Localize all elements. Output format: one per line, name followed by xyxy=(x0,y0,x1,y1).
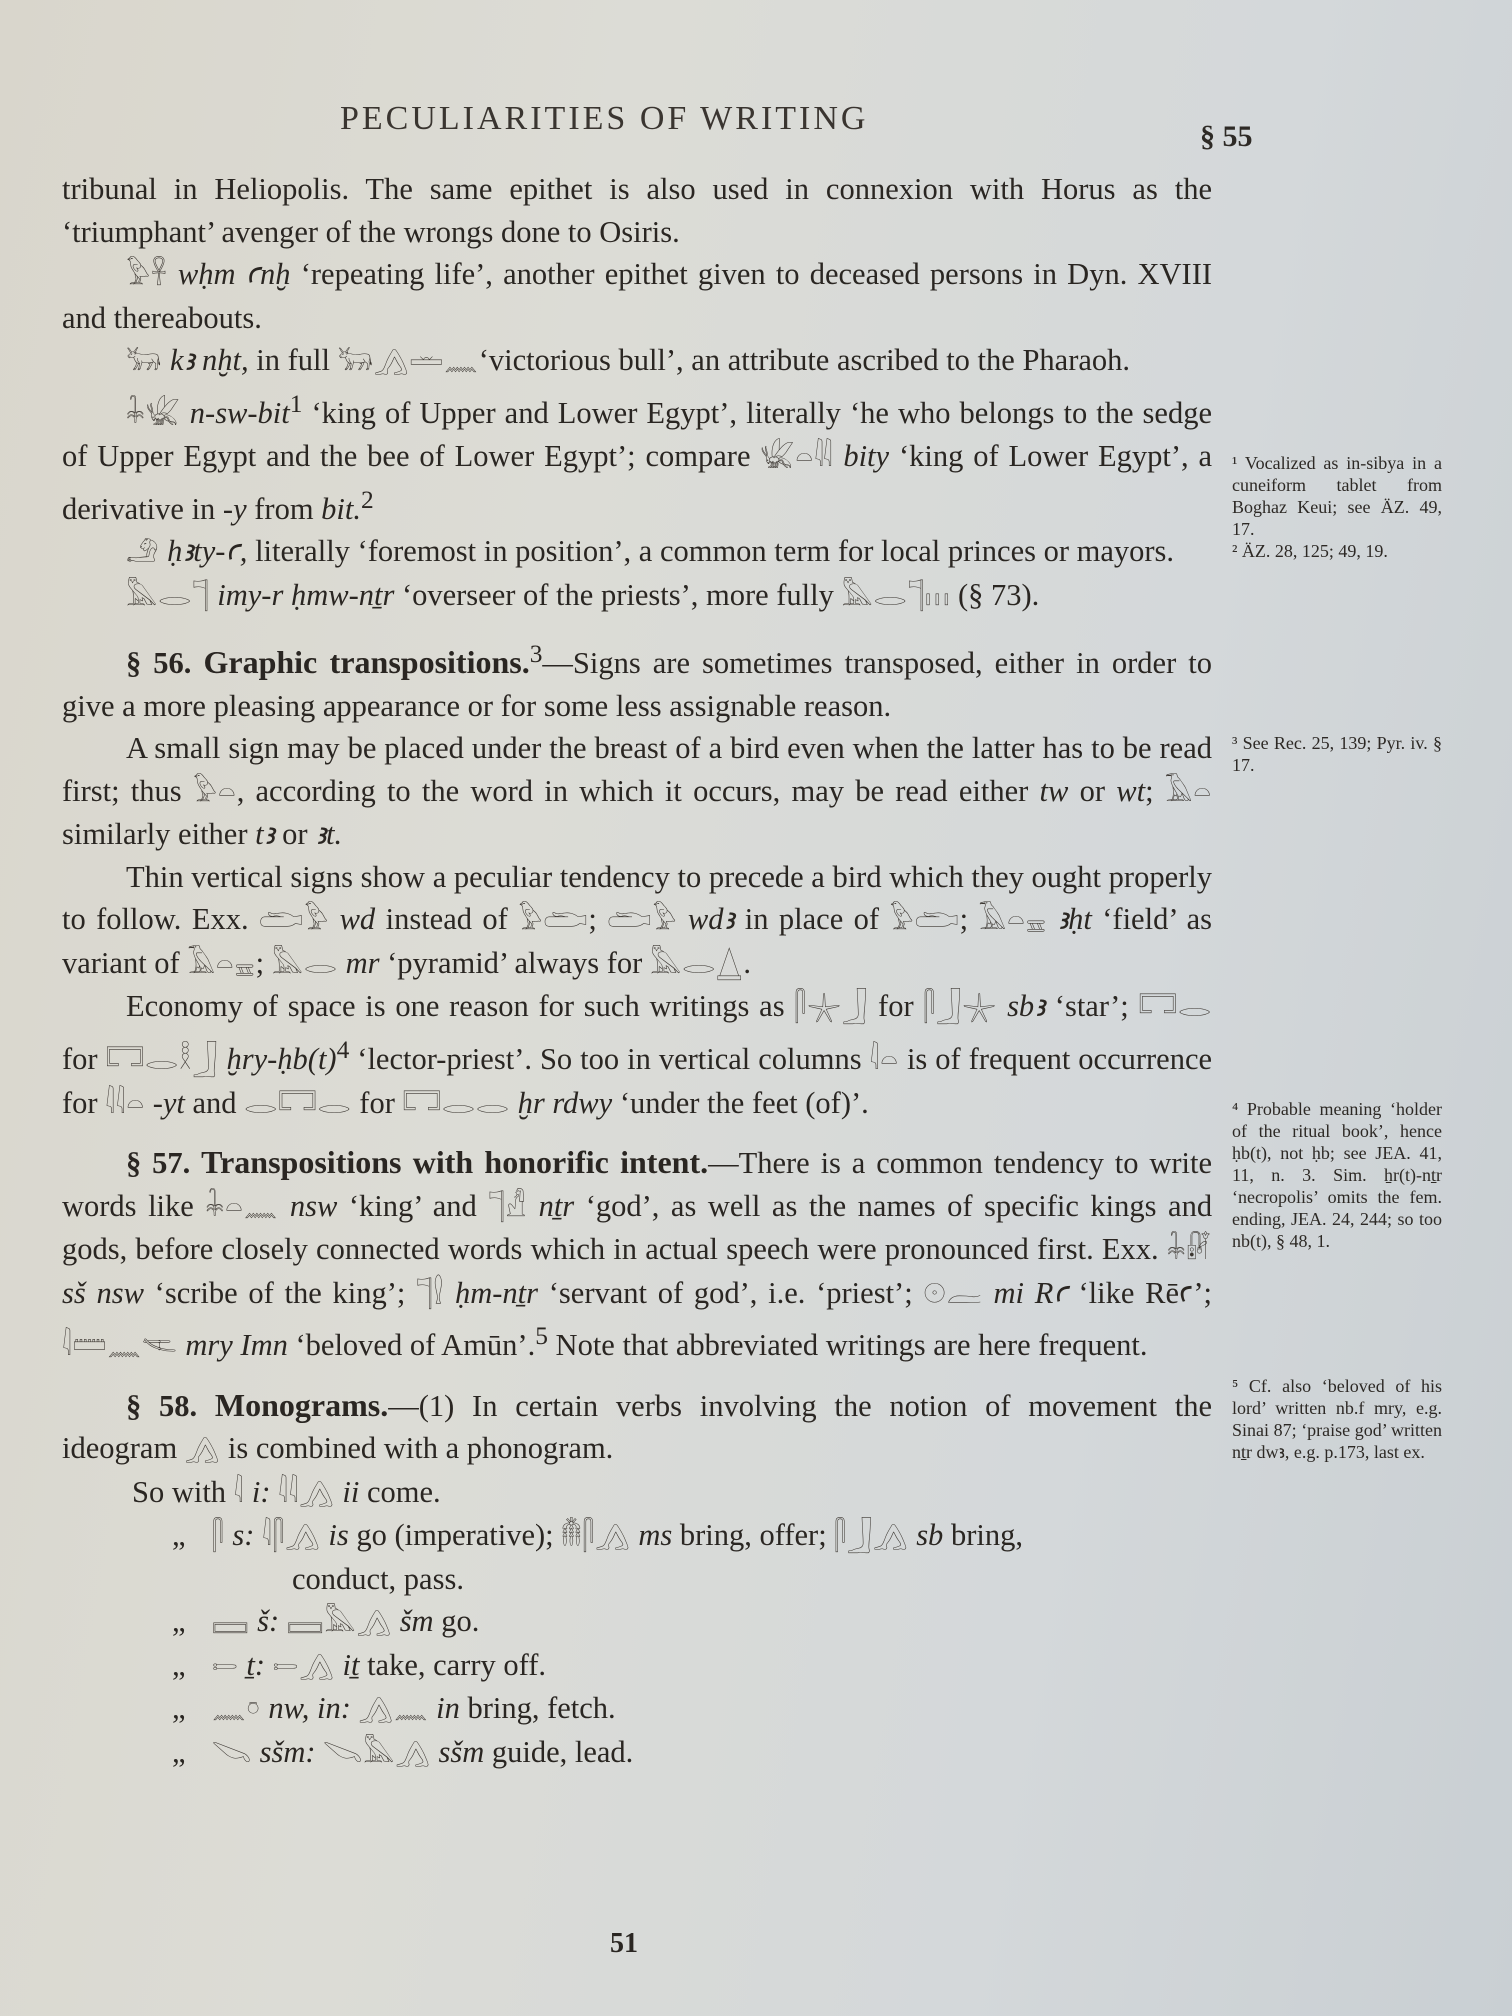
running-title: PECULIARITIES OF WRITING xyxy=(340,100,869,137)
hieroglyph: 𓅓𓂋𓊹𓏥 xyxy=(841,578,951,612)
transliteration: wḥm ꜥnḫ xyxy=(177,257,291,291)
monogram-row-ssm: „ 𓌫 sšm: 𓌫𓅓𓂻 sšm guide, lead. xyxy=(172,1734,634,1769)
footnote-ref: 3 xyxy=(529,640,543,669)
paragraph-nsw-bit: 𓇓𓆤 n-sw-bit$^1$ ‘king of Upper and Lower Egypt’, literally ‘he who belongs to the sedge of Upper Egypt and the bee of Lower Egypt’; compare 𓆤𓏏𓇌 bity ‘king of Lower Egypt’, a derivative in -y from bit.$^2$ xyxy=(62,389,1213,526)
footnote-5-block xyxy=(1232,1375,1442,1463)
footnote-ref: 1 xyxy=(289,389,303,418)
section-number: § 55 xyxy=(1200,120,1253,153)
monogram-row-s-continued: conduct, pass. xyxy=(292,1561,464,1596)
transliteration: imy-r ḥmw-nṯr xyxy=(217,577,395,612)
monogram-row-nw: „ 𓈖𓏌 nw, in: 𓂻𓈖 in bring, fetch. xyxy=(172,1691,616,1726)
section-heading: Graphic transpositions. xyxy=(203,644,530,681)
section-56: § 56. Graphic transpositions.$^3$—Signs are sometimes transposed, either in order to give a more pleasing appearance or for some less assignable reason. xyxy=(62,640,1213,723)
hieroglyph: 𓆤𓏏𓇌 xyxy=(760,440,834,474)
footnote-3-block xyxy=(1232,732,1442,776)
paragraph-economy: Economy of space is one reason for such writings as 𓋴𓇼𓃀 for 𓋴𓃀𓇼 sbꜣ ‘star’; 𓉐𓂋 for 𓉐𓂋𓎛𓃀 ḫry-$ḥb(t)^4$ ‘lector-priest’. So too in vertical columns 𓇋𓏏 is of frequent occurrence for 𓇋𓇋𓏏 -yt and 𓂋𓉐𓂋 for 𓉐𓂋𓂋 ḫr rdwy ‘under the feet (of)’. xyxy=(62,989,1213,1120)
footnote-4-block xyxy=(1232,1098,1442,1252)
hieroglyph: 𓄂 xyxy=(126,535,160,569)
footnote-2: ² ÄZ. 28, 125; 49, 19. xyxy=(1232,541,1388,561)
footnote-1: ¹ Vocalized as in-sibya in a cuneiform tablet from Boghaz Keui; see ÄZ. 49, 17. xyxy=(1232,453,1442,539)
footnote-ref: 2 xyxy=(361,485,374,514)
hieroglyph: 𓃒 xyxy=(126,344,163,377)
section-57: § 57. Transpositions with honorific intent.—There is a common tendency to write words like 𓇓𓏏𓈖 nsw ‘king’ and 𓊹𓀭 nṯr ‘god’, as well as the names of specific kings and gods, before closely connected words which in actual speech were pronounced first. Exx. 𓇓𓏞 sš nsw ‘scribe of the king’; 𓊹𓍛 ḥm-nṯr ‘servant of god’, i.e. ‘priest’; 𓇳𓐛 mi Rꜥ ‘like Rēꜥ’; 𓇋𓏠𓈖𓌻 mry Imn ‘beloved of Amūn’.$^5$ Note that abbreviated writings are here frequent. xyxy=(62,1144,1213,1363)
hieroglyph: 𓇓𓆤 xyxy=(126,396,181,430)
monogram-row-sh: „ 𓈙 š: 𓈙𓅓𓂻 šm go. xyxy=(172,1604,480,1639)
hieroglyph: 𓃒𓂻𓏛𓈖 xyxy=(337,344,479,377)
paragraph-imy-r: 𓅓𓂋𓊹 imy-r ḥmw-nṯr ‘overseer of the priests’, more fully 𓅓𓂋𓊹𓏥 (§ 73). xyxy=(126,577,1040,612)
footnote-5: ⁵ Cf. also ‘beloved of his lord’ written nb.f mry, e.g. Sinai 87; ‘praise god’ written nṯr dwꜣ, e.g. p.173, last ex. xyxy=(1232,1376,1442,1462)
monogram-row-i: So with 𓇋 i: 𓇋𓇋𓂻 ii come. xyxy=(132,1474,441,1509)
transliteration: kꜣ nḫt, xyxy=(170,343,249,377)
transliteration: ḥꜣty-ꜥ, xyxy=(167,534,248,569)
page-number: 51 xyxy=(610,1928,638,1959)
main-text xyxy=(62,168,1212,1774)
monogram-row-s: „ 𓋴 s: 𓇋𓋴𓂻 is go (imperative); 𓄟𓋴𓂻 ms bring, offer; 𓋴𓃀𓂻 sb bring, xyxy=(172,1518,1023,1553)
section-heading: Monograms. xyxy=(214,1386,389,1423)
paragraph-whm-ankh: 𓅱𓋹 wḥm ꜥnḫ ‘repeating life’, another epithet given to deceased persons in Dyn. XVIII and thereabouts. xyxy=(62,257,1213,335)
paragraph-small-sign: A small sign may be placed under the breast of a bird even when the latter has to be read first; thus 𓅱𓏏, according to the word in which it occurs, may be read either tw or wt; 𓄿𓏏 similarly either tꜣ or ꜣt. xyxy=(62,731,1213,852)
transliteration: n-sw-bit xyxy=(189,395,290,430)
footnote-3: ³ See Rec. 25, 139; Pyr. iv. § 17. xyxy=(1232,733,1442,775)
footnotes-1-2 xyxy=(1232,452,1442,562)
section-58: § 58. Monograms.—(1) In certain verbs involving the notion of movement the ideogram 𓂻 is combined with a phonogram. xyxy=(62,1386,1213,1466)
monogram-row-tj: „ 𓍿 ṯ: 𓍿𓂻 iṯ take, carry off. xyxy=(172,1647,547,1682)
paragraph-haty-a: 𓄂 ḥꜣty-ꜥ, literally ‘foremost in position’, a common term for local princes or mayors. xyxy=(126,534,1175,569)
paragraph-thin-signs: Thin vertical signs show a peculiar tendency to precede a bird which they ought properly to follow. Exx. 𓂧𓅱 wd instead of 𓅱𓂧; 𓂧𓅱 wdꜣ in place of 𓅱𓂧; 𓄿𓏏𓈇 ꜣḥt ‘field’ as variant of 𓄿𓏏𓈇; 𓅓𓂋 mr ‘pyramid’ always for 𓅓𓂋𓉴. xyxy=(62,859,1213,980)
footnote-4: ⁴ Probable meaning ‘holder of the ritual book’, hence ḥb(t), not ḥb; see JEA. 41, 11, n. 3. Sim. ẖr(t)-nṯr ‘necropolis’ omits the fem. ending, JEA. 24, 244; so too nb(t), § 48, 1. xyxy=(1232,1099,1442,1251)
footnote-ref: 5 xyxy=(535,1322,548,1351)
hieroglyph: 𓅱𓋹 xyxy=(126,258,168,291)
section-heading: Transpositions with honorific intent. xyxy=(201,1144,709,1181)
paragraph-ka-nakht: 𓃒 kꜣ nḫt, in full 𓃒𓂻𓏛𓈖‘victorious bull’, an attribute ascribed to the Pharaoh. xyxy=(126,343,1131,377)
hieroglyph: 𓅓𓂋𓊹 xyxy=(126,578,210,612)
paragraph-heliopolis: tribunal in Heliopolis. The same epithet is also used in connexion with Horus as the ‘triumphant’ avenger of the wrongs done to Osiris. xyxy=(62,172,1212,249)
footnote-ref: 4 xyxy=(336,1035,350,1064)
